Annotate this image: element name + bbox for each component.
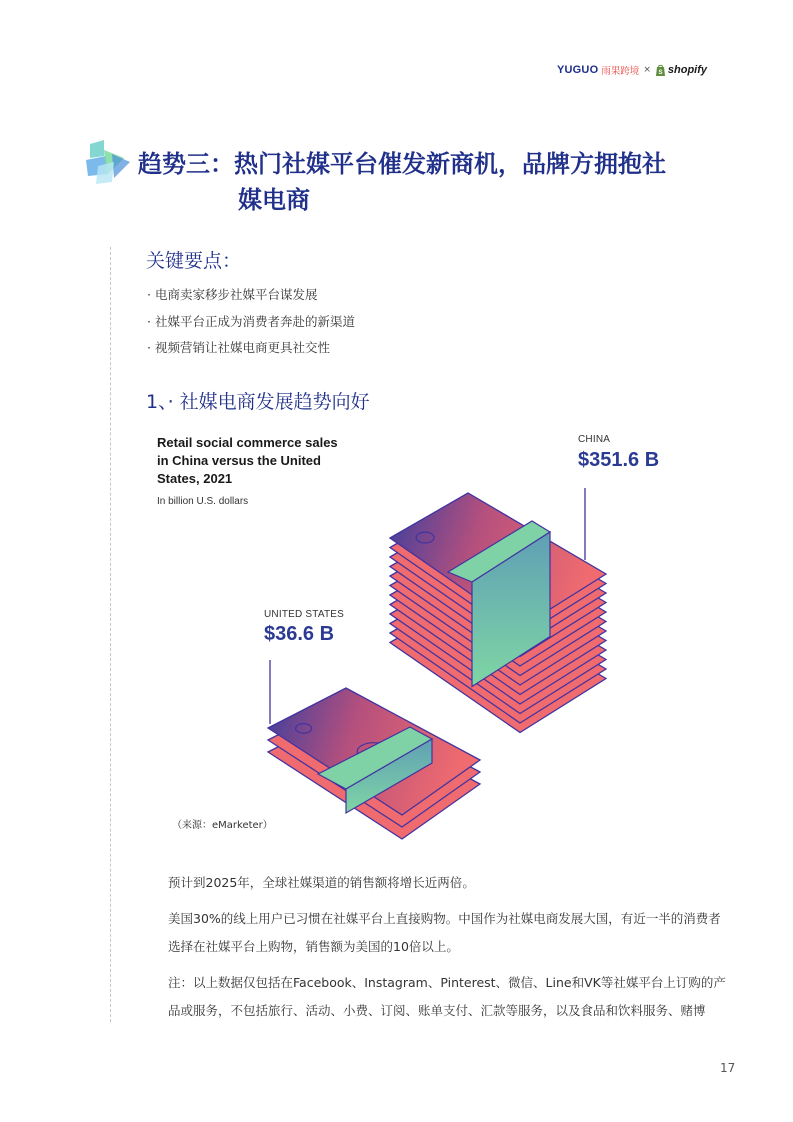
key-point-item-1: · 电商卖家移步社媒平台谋发展	[147, 287, 318, 302]
shopify-logo: shopify	[667, 64, 708, 76]
chart-subtitle: In billion U.S. dollars	[157, 496, 249, 507]
chart-title: Retail social commerce sales in China versus the United States, 2021	[157, 435, 338, 486]
body-paragraph-3: 注：以上数据仅包括在Facebook、Instagram、Pinterest、微信、Line和VK等社媒平台上订购的产品或服务，不包括旅行、活动、小费、订阅、账单支付、汇款等服务，以及食品和饮料服务、赌博	[168, 975, 726, 1018]
us-money-stack	[268, 688, 480, 839]
china-money-stack	[390, 493, 606, 733]
body-paragraph-2: 美国30%的线上用户已习惯在社媒平台上直接购物。中国作为社媒电商发展大国，有近一半的消费者选择在社媒平台上购物，销售额为美国的10倍以上。	[168, 911, 721, 954]
china-value: $351.6 B	[578, 449, 660, 471]
page-title-line-2: 媒电商	[238, 186, 310, 214]
key-points-heading: 关键要点：	[146, 250, 242, 272]
us-label: UNITED STATES	[264, 609, 345, 620]
svg-text:S: S	[658, 69, 663, 76]
us-value: $36.6 B	[264, 623, 335, 645]
key-point-item-3: · 视频营销让社媒电商更具社交性	[147, 340, 330, 355]
body-paragraph-1: 预计到2025年，全球社媒渠道的销售额将增长近两倍。	[168, 875, 475, 890]
page-title-line-1: 趋势三：热门社媒平台催发新商机，品牌方拥抱社	[138, 150, 666, 178]
section-heading: 1、· 社媒电商发展趋势向好	[146, 391, 370, 413]
yuguo-logo: YUGUO	[557, 64, 599, 76]
page-number: 17	[720, 1061, 736, 1075]
yuguo-logo-cn: 雨果跨境	[601, 66, 640, 77]
brand-separator: ×	[643, 65, 651, 75]
china-label: CHINA	[578, 434, 611, 445]
key-point-item-2: · 社媒平台正成为消费者奔赴的新渠道	[147, 314, 355, 329]
source-note: （来源：eMarketer）	[172, 820, 273, 831]
